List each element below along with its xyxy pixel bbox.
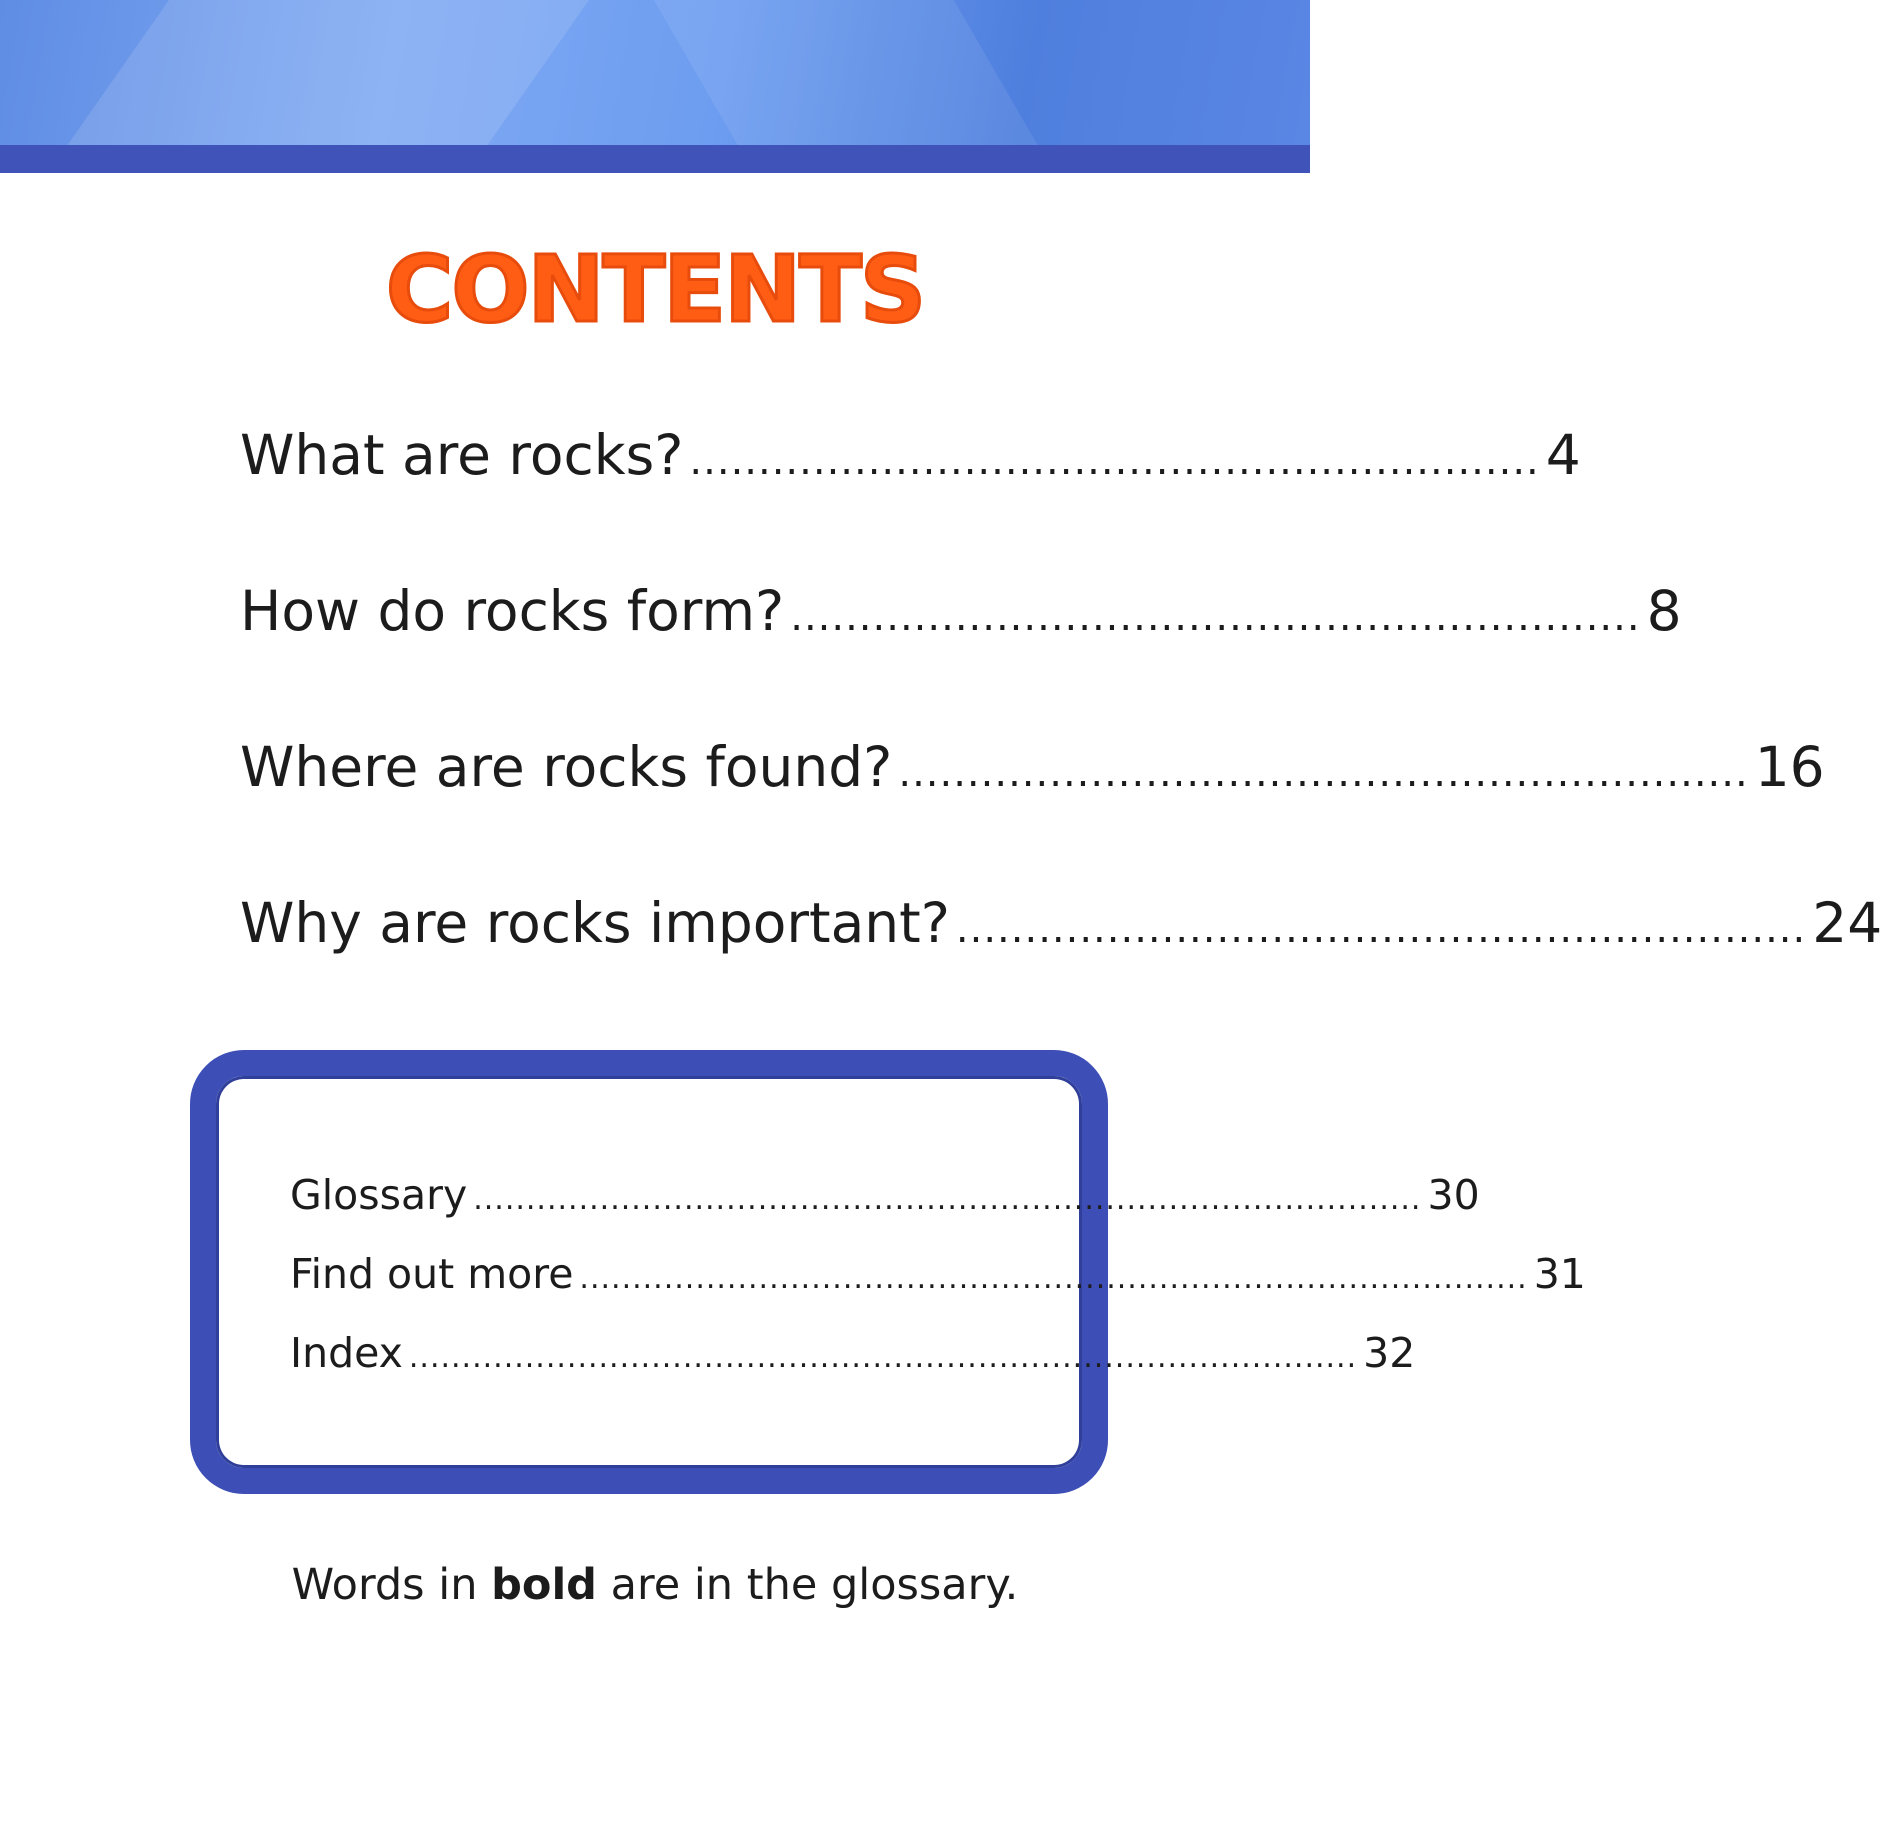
leader-dots: .............................................................. [689,438,1540,484]
chapter-page: 16 [1754,735,1825,799]
chapter-page: 4 [1545,423,1581,487]
back-matter-entry [290,1325,1416,1381]
chapter-page: 24 [1812,891,1882,955]
chapter-label: Where are rocks found? [240,735,893,799]
chapter-entry [240,888,1882,958]
back-matter-page: 30 [1427,1171,1480,1219]
back-matter-label: Glossary [290,1171,468,1219]
chapter-page: 8 [1646,579,1682,643]
chapter-label: How do rocks form? [240,579,785,643]
back-matter-label: Find out more [290,1250,574,1298]
leader-dots: .............................................................. [790,594,1641,640]
leader-dots: .............................................................. [955,906,1807,952]
leader-dots: .......................................................................................... [579,1261,1528,1296]
leader-dots: .......................................................................................... [408,1340,1358,1375]
back-matter-entry [290,1167,1480,1223]
back-matter-entry [290,1246,1586,1302]
back-matter-page: 32 [1363,1329,1416,1377]
glossary-note [0,1555,1310,1615]
note-bold-word: bold [491,1560,597,1610]
back-matter-page: 31 [1533,1250,1586,1298]
chapter-label: Why are rocks important? [240,891,950,955]
chapter-entry [240,732,1825,802]
leader-dots: .............................................................. [898,750,1749,796]
note-text: Words in [291,1560,492,1610]
chapter-entry [240,420,1581,490]
chapter-entry [240,576,1682,646]
header-stripe [0,145,1310,173]
back-matter-label: Index [290,1329,403,1377]
leader-dots: .......................................................................................... [473,1182,1422,1217]
page-title: CONTENTS [385,236,925,343]
header-banner [0,0,1310,145]
chapter-label: What are rocks? [240,423,684,487]
note-text: are in the glossary. [596,1560,1019,1610]
